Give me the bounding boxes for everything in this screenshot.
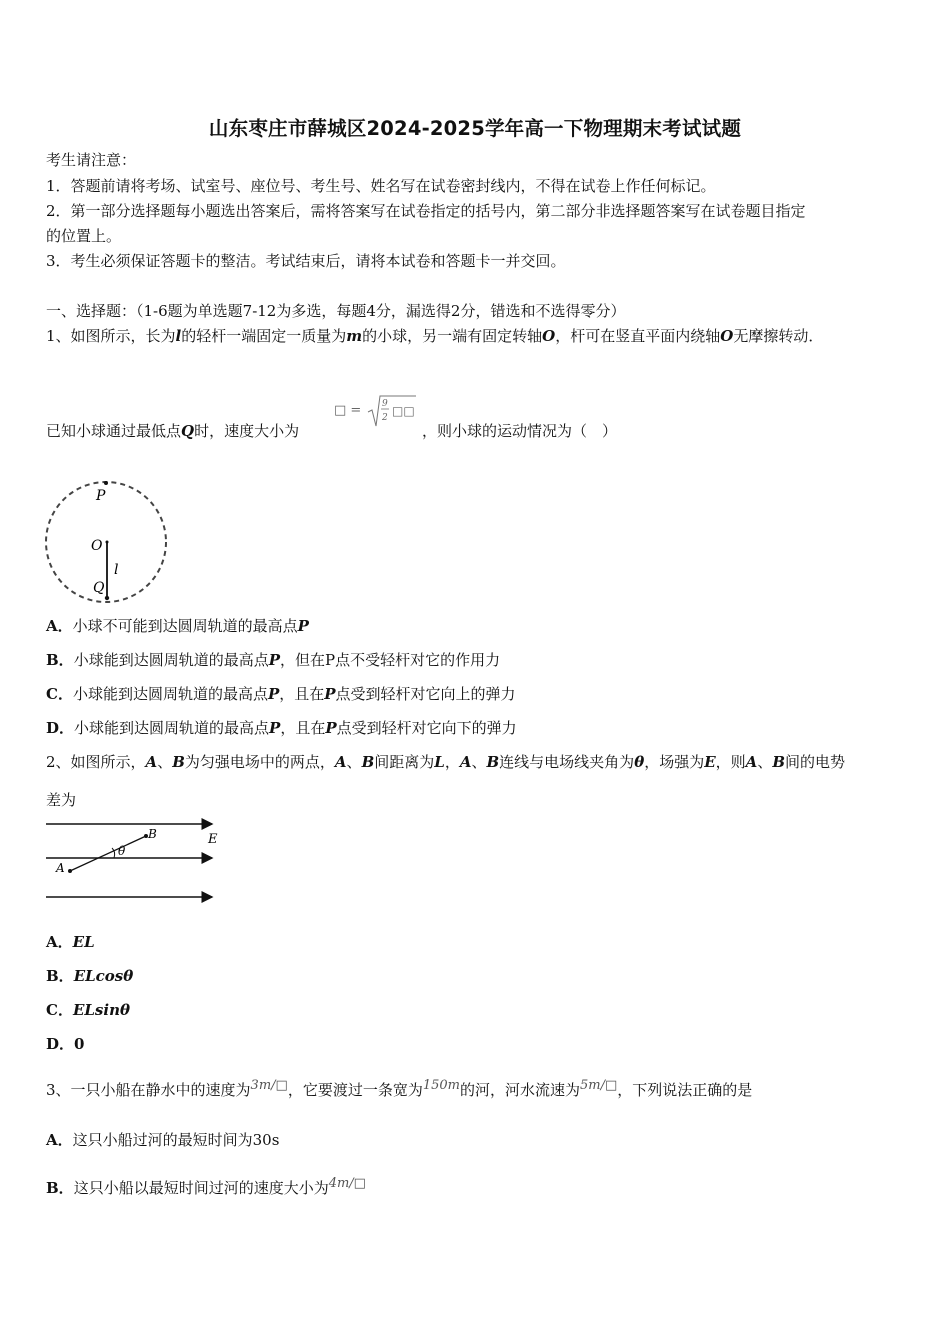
- q1-stem: 1、如图所示，长为l的轻杆一端固定一质量为m的小球，另一端有固定转轴O，杆可在竖直平面内绕轴O无摩擦转动．: [46, 327, 824, 345]
- q1-circle-figure: [40, 478, 175, 606]
- q1-stem-line2-end: ，则小球的运动情况为（ ）: [422, 422, 618, 440]
- label-a: A: [56, 861, 65, 875]
- label-l: l: [114, 562, 119, 578]
- point-a: [68, 869, 72, 873]
- label-o: O: [91, 538, 103, 554]
- page-title: 山东枣庄市薛城区2024-2025学年高一下物理期末考试试题: [208, 117, 742, 140]
- q2-field-figure: [42, 814, 227, 910]
- label-theta: θ: [118, 844, 126, 858]
- label-e: E: [208, 832, 218, 847]
- svg-text:□□: □□: [392, 404, 415, 418]
- notice-item-2: 2．第一部分选择题每小题选出答案后，需将答案写在试卷指定的括号内，第二部分非选择题答案写在试卷题目指定: [46, 202, 806, 220]
- q1-option-b[interactable]: B．小球能到达圆周轨道的最高点P，但在P点不受轻杆对它的作用力: [46, 651, 501, 669]
- q3-option-b-speed: 4m/□: [328, 1176, 366, 1191]
- q1-stem-line2: 已知小球通过最低点Q时，速度大小为: [46, 422, 300, 440]
- svg-text:9: 9: [382, 399, 388, 409]
- q2-stem-line2: 差为: [46, 791, 77, 809]
- label-b: B: [148, 827, 157, 841]
- angle-arc: [112, 848, 115, 858]
- pivot-o: [106, 541, 109, 544]
- section-heading: 一、选择题：（1-6题为单选题7-12为多选，每题4分，漏选得2分，错选和不选得零分）: [46, 302, 626, 320]
- q1-option-c[interactable]: C．小球能到达圆周轨道的最高点P，且在P点受到轻杆对它向上的弹力: [46, 685, 516, 703]
- q2-option-c[interactable]: C．ELsinθ: [46, 1001, 130, 1019]
- q3-stem: 3、一只小船在静水中的速度为3m/□，它要渡过一条宽为150m的河，河水流速为5m/□，下列说法正确的是: [46, 1078, 753, 1099]
- svg-text:□ =: □ =: [334, 403, 362, 418]
- notice-heading: 考生请注意：: [46, 151, 137, 169]
- q1-option-a[interactable]: A．小球不可能到达圆周轨道的最高点P: [46, 617, 309, 635]
- q3-speed-still-water: 3m/□: [250, 1078, 288, 1093]
- ball-q: [105, 596, 109, 600]
- label-p: P: [96, 488, 106, 504]
- q3-river-width: 150m: [422, 1078, 460, 1093]
- label-q: Q: [93, 580, 105, 596]
- q1-velocity-formula: [332, 392, 422, 436]
- q2-option-d[interactable]: D．0: [46, 1035, 85, 1053]
- q2-stem: 2、如图所示，A、B为匀强电场中的两点，A、B间距离为L，A、B连线与电场线夹角为θ，场强为E，则A、B间的电势: [46, 753, 846, 771]
- q2-option-b[interactable]: B．ELcosθ: [46, 967, 134, 985]
- q3-option-b[interactable]: B．这只小船以最短时间过河的速度大小为4m/□: [46, 1176, 366, 1197]
- notice-item-2-cont: 的位置上。: [46, 227, 122, 245]
- notice-item-1: 1．答题前请将考场、试室号、座位号、考生号、姓名写在试卷密封线内，不得在试卷上作任何标记。: [46, 177, 716, 195]
- notice-item-3: 3．考生必须保证答题卡的整洁。考试结束后，请将本试卷和答题卡一并交回。: [46, 252, 566, 270]
- segment-ab: [70, 836, 146, 871]
- q3-option-a[interactable]: A．这只小船过河的最短时间为30s: [46, 1131, 280, 1149]
- q3-current-speed: 5m/□: [579, 1078, 618, 1093]
- q2-option-a[interactable]: A．EL: [46, 933, 95, 951]
- svg-text:2: 2: [382, 413, 388, 423]
- point-p: [104, 481, 108, 485]
- q1-option-d[interactable]: D．小球能到达圆周轨道的最高点P，且在P点受到轻杆对它向下的弹力: [46, 719, 517, 737]
